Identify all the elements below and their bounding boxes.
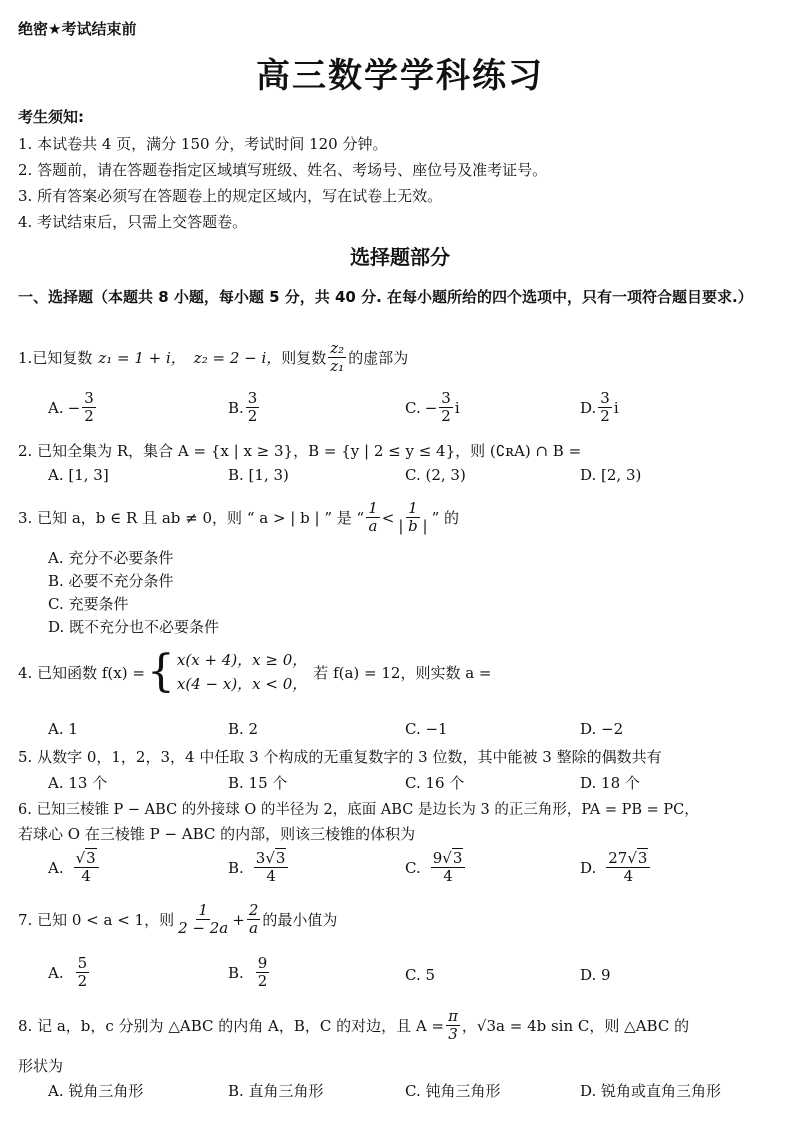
option-fraction: [74, 850, 99, 886]
frac-den: 2: [441, 407, 451, 426]
frac-num: 3: [441, 389, 451, 407]
q1-z1: z₁ = 1 + i，: [98, 349, 186, 368]
q3-option-b: B. 必要不充分条件: [48, 572, 174, 590]
notice-item: 3. 所有答案必须写在答题卷上的规定区域内，写在试卷上无效。: [18, 187, 443, 205]
root-sign: √: [265, 849, 275, 867]
q6-option-d: [580, 850, 652, 886]
option-fraction: [606, 850, 650, 886]
q7-fraction-2: [247, 902, 261, 938]
q1-number: 1.: [18, 348, 33, 367]
q4-option-a: A. 1: [48, 720, 78, 738]
notice-item: 1. 本试卷共 4 页，满分 150 分，考试时间 120 分钟。: [18, 135, 388, 153]
frac-num: [431, 850, 466, 868]
question-8-stem: [18, 1008, 689, 1044]
q2-option-d: D. [2, 3): [580, 466, 642, 484]
notice-item: 4. 考试结束后，只需上交答题卷。: [18, 213, 248, 231]
option-sign: −: [67, 398, 81, 417]
q1-suffix: 的虚部为: [348, 349, 409, 368]
q8-post: ，√3a = 4b sin C，则 △ABC 的: [461, 1017, 690, 1036]
q1-option-d: [580, 390, 619, 426]
option-label: D.: [580, 858, 597, 877]
frac-den: 3: [448, 1025, 458, 1044]
notice-heading: 考生须知:: [18, 108, 84, 126]
q8-option-d: D. 锐角或直角三角形: [580, 1082, 722, 1100]
q3-option-c: C. 充要条件: [48, 595, 129, 613]
q3-post: ” 的: [431, 509, 460, 528]
frac-num: 1: [198, 901, 208, 919]
option-label: A.: [48, 858, 64, 877]
option-fraction: [598, 390, 612, 426]
root-sign: √: [442, 849, 452, 867]
q4-case-1: x(x + 4)，x ≥ 0，: [176, 651, 308, 669]
frac-den: 2: [257, 972, 268, 991]
question-6-stem-line1: 6. 已知三棱锥 P − ABC 的外接球 O 的半径为 2，底面 ABC 是边长为 3 的正三角形，PA = PB = PC，: [18, 802, 699, 818]
frac-den: 2: [84, 407, 94, 426]
q8-fraction: [446, 1008, 460, 1044]
q2-option-c: C. (2, 3): [405, 466, 466, 484]
q3-option-a: A. 充分不必要条件: [48, 549, 174, 567]
option-label: B.: [228, 398, 244, 417]
q3-less-than: <: [381, 508, 395, 527]
sqrt: [265, 850, 286, 867]
q4-option-d: D. −2: [580, 720, 624, 738]
q8-option-c: C. 钝角三角形: [405, 1082, 501, 1100]
q7-pre: 7. 已知 0 < a < 1，则: [18, 911, 175, 930]
q4-pre: 4. 已知函数 f(x) =: [18, 663, 145, 682]
q1-option-a: [48, 390, 98, 426]
frac-num: [74, 850, 99, 868]
q4-case-2: x(4 − x)，x < 0，: [176, 675, 308, 693]
frac-num: 1: [368, 499, 378, 517]
q1-option-c: [405, 390, 460, 426]
frac-num: 9: [257, 954, 268, 972]
q1-option-b: [228, 390, 261, 426]
frac-num: [606, 850, 650, 868]
frac-num: 5: [77, 954, 88, 972]
q4-cases: [177, 648, 307, 696]
option-fraction: [76, 955, 90, 991]
option-label: B.: [228, 858, 244, 877]
brace-symbol: {: [146, 646, 175, 697]
q6-option-a: [48, 850, 101, 886]
option-fraction: [254, 850, 289, 886]
question-7-stem: [18, 902, 337, 938]
q7-post: 的最小值为: [262, 911, 338, 930]
option-fraction: [246, 390, 260, 426]
question-3-stem: [18, 500, 459, 536]
q2-option-b: B. [1, 3): [228, 466, 289, 484]
q7-fraction-1: [176, 902, 230, 938]
q4-option-b: B. 2: [228, 720, 259, 738]
option-label: B.: [228, 963, 244, 982]
q7-option-d: D. 9: [580, 966, 611, 984]
frac-num: 3: [84, 389, 94, 407]
q1-prefix: 已知复数: [32, 349, 93, 368]
sqrt: [627, 850, 648, 867]
q6-option-c: [405, 850, 467, 886]
section-title: 选择题部分: [350, 245, 450, 269]
q5-option-d: D. 18 个: [580, 774, 640, 792]
secret-mark: 绝密★考试结束前: [18, 20, 137, 38]
root-sign: √: [75, 849, 86, 867]
frac-num: [254, 850, 289, 868]
coef: 3: [255, 849, 266, 867]
coef: 9: [432, 849, 443, 867]
radicand: 3: [86, 849, 96, 867]
frac-den: 4: [443, 867, 453, 886]
q1-z2: z₂ = 2 − i，: [193, 349, 282, 368]
q6-option-b: [228, 850, 290, 886]
radicand: 3: [452, 849, 463, 867]
q7-plus: +: [232, 910, 245, 929]
question-6-stem-line2: 若球心 O 在三棱锥 P − ABC 的内部，则该三棱锥的体积为: [18, 825, 416, 843]
option-sign: −: [424, 398, 438, 417]
option-tail: i: [454, 398, 460, 417]
option-label: C.: [405, 858, 421, 877]
frac-num: π: [448, 1007, 458, 1025]
frac-num: 3: [247, 389, 258, 407]
q4-option-c: C. −1: [405, 720, 448, 738]
q7-option-c: C. 5: [405, 966, 436, 984]
q5-option-c: C. 16 个: [405, 774, 465, 792]
sqrt: [76, 850, 97, 867]
q2-option-a: A. [1, 3]: [48, 466, 109, 484]
frac-den: a: [368, 517, 378, 536]
q1-frac-den: z₁: [330, 357, 345, 376]
frac-den: 2: [247, 407, 258, 426]
q1-mid: 则复数: [281, 349, 327, 368]
frac-den: 2: [600, 407, 610, 426]
q8-option-b: B. 直角三角形: [228, 1082, 324, 1100]
option-fraction: [256, 955, 270, 991]
frac-num: 2: [248, 901, 259, 919]
radicand: 3: [637, 849, 648, 867]
q3-option-d: D. 既不充分也不必要条件: [48, 618, 220, 636]
frac-den: | b |: [398, 517, 428, 536]
question-2-stem: 2. 已知全集为 R，集合 A = {x | x ≥ 3}，B = {y | 2 ≤ y ≤ 4}，则 (∁ʀA) ∩ B =: [18, 442, 582, 460]
q8-pre: 8. 记 a，b，c 分别为 △ABC 的内角 A，B，C 的对边，且 A =: [18, 1017, 445, 1036]
root-sign: √: [627, 849, 637, 867]
option-label: C.: [405, 398, 421, 417]
notice-item: 2. 答题前，请在答题卷指定区域填写班级、姓名、考场号、座位号及准考证号。: [18, 161, 548, 179]
option-fraction: [431, 850, 466, 886]
frac-num: 3: [600, 389, 610, 407]
q7-option-b: [228, 955, 271, 991]
option-label: A.: [48, 398, 64, 417]
option-tail: i: [613, 398, 619, 417]
frac-den: 2 − 2a: [178, 919, 229, 938]
frac-den: 4: [81, 867, 91, 886]
part-instructions: 一、选择题（本题共 8 小题，每小题 5 分，共 40 分. 在每小题所给的四个选项中，只有一项符合题目要求.）: [18, 288, 753, 306]
question-1: [18, 340, 786, 430]
question-4-stem: [18, 648, 492, 696]
q7-option-a: [48, 955, 91, 991]
q1-frac-num: z₂: [330, 339, 345, 357]
q8-option-a: A. 锐角三角形: [48, 1082, 144, 1100]
q5-option-a: A. 13 个: [48, 774, 108, 792]
q3-fraction-1: [366, 500, 380, 536]
q3-fraction-2: [396, 500, 429, 536]
sqrt: [442, 850, 463, 867]
frac-den: 2: [77, 972, 88, 991]
question-5-stem: 5. 从数字 0，1，2，3，4 中任取 3 个构成的无重复数字的 3 位数，其中能被 3 整除的偶数共有: [18, 748, 662, 766]
frac-den: 4: [266, 867, 276, 886]
page-title: 高三数学学科练习: [256, 56, 544, 96]
option-label: D.: [580, 398, 597, 417]
coef: 27: [608, 849, 628, 867]
option-fraction: [439, 390, 453, 426]
radicand: 3: [275, 849, 286, 867]
frac-den: a: [249, 919, 259, 938]
q5-option-b: B. 15 个: [228, 774, 288, 792]
option-fraction: [82, 390, 96, 426]
q1-fraction: [328, 340, 346, 376]
question-8-line2: 形状为: [18, 1057, 64, 1075]
frac-num: 1: [408, 499, 418, 517]
option-label: A.: [48, 963, 64, 982]
q3-pre: 3. 已知 a，b ∈ R 且 ab ≠ 0，则 “ a > | b | ” 是 “: [18, 509, 365, 528]
frac-den: 4: [623, 867, 634, 886]
q4-post: 若 f(a) = 12，则实数 a =: [313, 663, 492, 682]
